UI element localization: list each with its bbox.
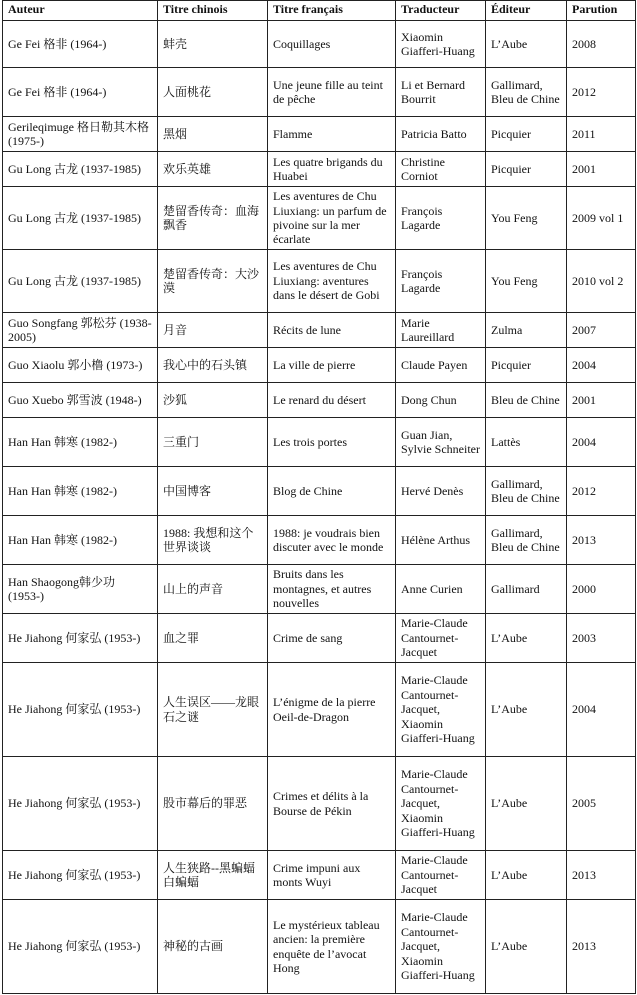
cell-chinese-title: 楚留香传奇：血海飘香 xyxy=(158,187,268,250)
cell-year: 2013 xyxy=(567,851,636,900)
cell-french-title: Les aventures de Chu Liuxiang: aventures dans le désert de Gobi xyxy=(268,250,396,313)
cell-translator: François Lagarde xyxy=(396,250,486,313)
cell-chinese-title: 黑烟 xyxy=(158,117,268,152)
cell-chinese-title: 欢乐英雄 xyxy=(158,152,268,187)
cell-translator: Marie-Claude Cantournet-Jacquet, Xiaomin Giafferi-Huang xyxy=(396,663,486,757)
header-translator: Traducteur xyxy=(396,1,486,21)
cell-year: 2008 xyxy=(567,21,636,68)
cell-author: Gu Long 古龙 (1937-1985) xyxy=(3,152,158,187)
cell-publisher: Picquier xyxy=(486,117,567,152)
cell-chinese-title: 人生误区——龙眼石之谜 xyxy=(158,663,268,757)
cell-french-title: L’énigme de la pierre Oeil-de-Dragon xyxy=(268,663,396,757)
cell-french-title: Les quatre brigands du Huabei xyxy=(268,152,396,187)
cell-chinese-title: 人生狭路--黑蝙蝠白蝙蝠 xyxy=(158,851,268,900)
cell-year: 2004 xyxy=(567,418,636,467)
cell-year: 2004 xyxy=(567,663,636,757)
cell-chinese-title: 中国博客 xyxy=(158,467,268,516)
cell-translator: Guan Jian, Sylvie Schneiter xyxy=(396,418,486,467)
cell-chinese-title: 蚌壳 xyxy=(158,21,268,68)
table-row xyxy=(3,614,636,663)
cell-author: Ge Fei 格非 (1964-) xyxy=(3,21,158,68)
cell-author: He Jiahong 何家弘 (1953-) xyxy=(3,663,158,757)
cell-author: He Jiahong 何家弘 (1953-) xyxy=(3,757,158,851)
table-row xyxy=(3,117,636,152)
table-row xyxy=(3,250,636,313)
cell-author: He Jiahong 何家弘 (1953-) xyxy=(3,900,158,994)
cell-year: 2004 xyxy=(567,348,636,383)
cell-publisher: Picquier xyxy=(486,152,567,187)
cell-publisher: L’Aube xyxy=(486,614,567,663)
cell-chinese-title: 人面桃花 xyxy=(158,68,268,117)
cell-author: Guo Xiaolu 郭小橹 (1973-) xyxy=(3,348,158,383)
cell-chinese-title: 沙狐 xyxy=(158,383,268,418)
cell-translator: François Lagarde xyxy=(396,187,486,250)
cell-translator: Hélène Arthus xyxy=(396,516,486,565)
cell-year: 2012 xyxy=(567,68,636,117)
cell-french-title: Le mystérieux tableau ancien: la première enquête de l’avocat Hong xyxy=(268,900,396,994)
translations-table xyxy=(2,0,636,994)
cell-chinese-title: 血之罪 xyxy=(158,614,268,663)
cell-year: 2003 xyxy=(567,614,636,663)
header-french-title: Titre français xyxy=(268,1,396,21)
cell-author: Gerileqimuge 格日勒其木格 (1975-) xyxy=(3,117,158,152)
cell-author: Han Han 韩寒 (1982-) xyxy=(3,516,158,565)
cell-french-title: Coquillages xyxy=(268,21,396,68)
header-row xyxy=(3,1,636,21)
cell-year: 2013 xyxy=(567,516,636,565)
cell-chinese-title: 股市幕后的罪恶 xyxy=(158,757,268,851)
cell-translator: Li et Bernard Bourrit xyxy=(396,68,486,117)
cell-author: Han Han 韩寒 (1982-) xyxy=(3,467,158,516)
table-row xyxy=(3,187,636,250)
cell-author: Gu Long 古龙 (1937-1985) xyxy=(3,187,158,250)
table-row xyxy=(3,383,636,418)
cell-chinese-title: 楚留香传奇：大沙漠 xyxy=(158,250,268,313)
cell-translator: Dong Chun xyxy=(396,383,486,418)
cell-chinese-title: 1988: 我想和这个世界谈谈 xyxy=(158,516,268,565)
cell-translator: Marie-Claude Cantournet-Jacquet xyxy=(396,614,486,663)
cell-author: He Jiahong 何家弘 (1953-) xyxy=(3,614,158,663)
cell-publisher: Bleu de Chine xyxy=(486,383,567,418)
table-row xyxy=(3,565,636,614)
cell-year: 2007 xyxy=(567,313,636,348)
cell-translator: Xiaomin Giafferi-Huang xyxy=(396,21,486,68)
table-row xyxy=(3,663,636,757)
cell-french-title: La ville de pierre xyxy=(268,348,396,383)
cell-chinese-title: 我心中的石头镇 xyxy=(158,348,268,383)
cell-french-title: Crime impuni aux monts Wuyi xyxy=(268,851,396,900)
cell-translator: Marie-Claude Cantournet-Jacquet, Xiaomin Giafferi-Huang xyxy=(396,757,486,851)
header-year: Parution xyxy=(567,1,636,21)
cell-french-title: Récits de lune xyxy=(268,313,396,348)
cell-chinese-title: 神秘的古画 xyxy=(158,900,268,994)
header-publisher: Éditeur xyxy=(486,1,567,21)
cell-author: Han Shaogong韩少功 (1953-) xyxy=(3,565,158,614)
table-row xyxy=(3,313,636,348)
cell-chinese-title: 月音 xyxy=(158,313,268,348)
table-row xyxy=(3,467,636,516)
cell-translator: Marie-Claude Cantournet-Jacquet, Xiaomin Giafferi-Huang xyxy=(396,900,486,994)
cell-author: Gu Long 古龙 (1937-1985) xyxy=(3,250,158,313)
table-row xyxy=(3,851,636,900)
cell-year: 2011 xyxy=(567,117,636,152)
cell-author: Guo Songfang 郭松芬 (1938-2005) xyxy=(3,313,158,348)
cell-translator: Claude Payen xyxy=(396,348,486,383)
cell-french-title: Une jeune fille au teint de pêche xyxy=(268,68,396,117)
cell-french-title: Crimes et délits à la Bourse de Pékin xyxy=(268,757,396,851)
table-row xyxy=(3,68,636,117)
cell-year: 2010 vol 2 xyxy=(567,250,636,313)
cell-french-title: Blog de Chine xyxy=(268,467,396,516)
cell-translator: Christine Corniot xyxy=(396,152,486,187)
cell-author: He Jiahong 何家弘 (1953-) xyxy=(3,851,158,900)
cell-year: 2009 vol 1 xyxy=(567,187,636,250)
cell-publisher: Gallimard, Bleu de Chine xyxy=(486,516,567,565)
table-row xyxy=(3,21,636,68)
cell-publisher: Picquier xyxy=(486,348,567,383)
cell-translator: Hervé Denès xyxy=(396,467,486,516)
cell-french-title: Les aventures de Chu Liuxiang: un parfum de pivoine sur la mer écarlate xyxy=(268,187,396,250)
cell-publisher: L’Aube xyxy=(486,757,567,851)
cell-publisher: Gallimard xyxy=(486,565,567,614)
cell-publisher: You Feng xyxy=(486,187,567,250)
cell-french-title: Crime de sang xyxy=(268,614,396,663)
cell-publisher: Gallimard, Bleu de Chine xyxy=(486,68,567,117)
table-row xyxy=(3,757,636,851)
cell-publisher: You Feng xyxy=(486,250,567,313)
table-row xyxy=(3,152,636,187)
cell-publisher: Gallimard, Bleu de Chine xyxy=(486,467,567,516)
cell-french-title: 1988: je voudrais bien discuter avec le monde xyxy=(268,516,396,565)
cell-publisher: Lattès xyxy=(486,418,567,467)
cell-translator: Patricia Batto xyxy=(396,117,486,152)
table-row xyxy=(3,348,636,383)
cell-year: 2013 xyxy=(567,900,636,994)
cell-french-title: Flamme xyxy=(268,117,396,152)
header-chinese-title: Titre chinois xyxy=(158,1,268,21)
cell-publisher: L’Aube xyxy=(486,900,567,994)
cell-translator: Marie Laureillard xyxy=(396,313,486,348)
cell-publisher: L’Aube xyxy=(486,663,567,757)
cell-year: 2001 xyxy=(567,152,636,187)
cell-year: 2000 xyxy=(567,565,636,614)
cell-translator: Marie-Claude Cantournet-Jacquet xyxy=(396,851,486,900)
cell-translator: Anne Curien xyxy=(396,565,486,614)
cell-publisher: L’Aube xyxy=(486,851,567,900)
cell-french-title: Les trois portes xyxy=(268,418,396,467)
cell-author: Guo Xuebo 郭雪波 (1948-) xyxy=(3,383,158,418)
table-row xyxy=(3,418,636,467)
cell-french-title: Le renard du désert xyxy=(268,383,396,418)
cell-year: 2001 xyxy=(567,383,636,418)
cell-chinese-title: 山上的声音 xyxy=(158,565,268,614)
table-row xyxy=(3,516,636,565)
cell-year: 2012 xyxy=(567,467,636,516)
cell-chinese-title: 三重门 xyxy=(158,418,268,467)
cell-french-title: Bruits dans les montagnes, et autres nouvelles xyxy=(268,565,396,614)
table-row xyxy=(3,900,636,994)
cell-year: 2005 xyxy=(567,757,636,851)
cell-publisher: Zulma xyxy=(486,313,567,348)
header-author: Auteur xyxy=(3,1,158,21)
cell-author: Han Han 韩寒 (1982-) xyxy=(3,418,158,467)
cell-publisher: L’Aube xyxy=(486,21,567,68)
cell-author: Ge Fei 格非 (1964-) xyxy=(3,68,158,117)
